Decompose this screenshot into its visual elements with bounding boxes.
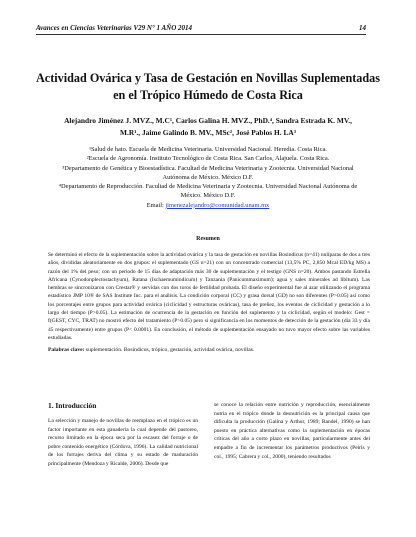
affiliation-2: ²Escuela de Agronomía. Instituto Tecnológico de Costa Rica. San Carlos, Alajuela. Costa Rica. [86, 155, 330, 163]
section-heading-introduction: 1. Introducción [48, 401, 97, 410]
email-label: Email: [146, 201, 164, 209]
running-header [36, 24, 366, 35]
body-column-right: se conoce la relación entre nutrición y reproducción, esencialmente nutria en el trópico donde la desnutrición es la principal causa que dificulta la producción (Galina y Arthur, 1989; Randel, 1990) se han puesto en práctica alternativas como la suplementación en épocas críticas del año a corto plazo en novillas, particularmente antes del empadre a fin de incrementar los parámetros productivos (Peirls y col., 1995; Cabrera y col., 2000), teniendo resultados [214, 402, 370, 460]
paper-title: Actividad Ovárica y Tasa de Gestación en Novillas Suplementadas en el Trópico Húmedo de Costa Rica [36, 71, 380, 102]
affiliation-3: ³Departamento de Genética y Bioestadística. Facultad de Medicina Veterinaria y Zootecnia. Universidad Nacional Autónoma de México. México D.F. [62, 164, 354, 181]
body-column-left: La selección y manejo de novillas de reemplazo en el trópico es un factor importante en esta ganadería la cual depende del pastoreo, recurso limitado en la época seca por la escasez del forraje o de pobre contenido energético (Córdova, 1996). La calidad nutricional de los forrajes deriva del clima y su estado de maduración principalmente (Mendoza y Ricalde, 2006). Desde que [48, 418, 198, 467]
author-line-1: Alejandro Jiménez J. MVZ., M.C¹, Carlos Galina H. MVZ., PhD.⁴, Sandra Estrada K. MV., [64, 116, 352, 125]
author-list [30, 115, 386, 139]
affiliation-1: ¹Salud de hato. Escuela de Medicina Veterinaria. Universidad Nacional. Heredia. Costa Rica. [89, 146, 327, 153]
keywords-label: Palabras clave: [48, 347, 85, 353]
abstract-text: Se determinó el efecto de la suplementación sobre la actividad ovárica y la tasa de gestación en novillas Bosindicus (n=41) nulíparas de dos a tres años, divididas aleatoriamente en dos grupos: el suplementado (GS n=21) con un concentrado comercial (13,5% PC, 2,850 Mcal ED/kg MS) a razón del 1% del peso; con un periodo de 15 días de adaptación más 30 de suplementación y el testigo (GNS n=20). Ambos pastando Estrella Africana (Cynodonplectostachyum), Ratana (Ischaemumindicum) y Tanzania (Panicummaximum); agua y sales minerales ad libitum). Las hembras se sincronizaron con Crestar® y servidas con dos toros de fertilidad probada. El diseño experimental fue al azar utilizando el programa estadístico JMP 10® de SAS Institute Inc. para el análisis. La condición corporal (CC) y grasa dorsal (GD) no son diferentes (P>0.05) así como los porcentajes entre grupos para actividad ovárica (ciclicidad y estructuras ováricas), tasa de preñez, los eventos de ciclicidad y gestación a lo largo del tiempo (P>0.05). La estimación de ocurrencia de la gestación en función del suplemento y la ciclicidad, según el modelo: Gest = f(GEST, CYC, TRAT) no mostró efecto del tratamiento (P>0.05) pero si significancia en los momentos de detección de la gestación (día 33 y día 45 respectivamente) entre grupos (P< 0.0001). En conclusión, el método de suplementación ensayado no tuvo mayor efecto sobre las variables estudiadas. [48, 252, 370, 341]
page-number: 14 [359, 24, 366, 32]
email-line [50, 201, 366, 210]
keywords-text: suplementación. Bosindicus, trópico, gestación, actividad ovárica, novillas. [85, 347, 255, 353]
affiliation-4: ⁴Departamento de Reproducción. Facultad de Medicina Veterinaria y Zootecnia. Universidad Nacional Autónoma de México. México D.F. [58, 183, 358, 200]
keywords-line [48, 346, 370, 354]
author-line-2: M.R¹., Jaime Galindo B. MV., MSc², José Pablos H. LA³ [120, 128, 296, 137]
abstract-heading: Resumen [196, 236, 220, 242]
email-link[interactable]: jimenezalejandro@comunidad.unam.mx [165, 201, 270, 209]
affiliations [50, 145, 366, 210]
journal-name: Avances en Ciencias Veterinarias V29 N° 1 AÑO 2014 [36, 24, 193, 32]
